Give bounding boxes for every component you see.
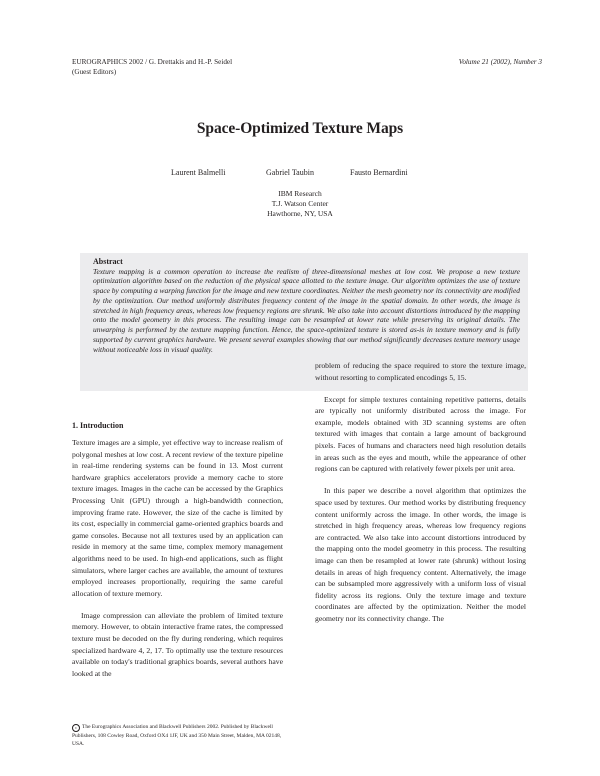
running-header [72, 58, 232, 77]
right-column [315, 360, 526, 635]
left-column [72, 437, 283, 690]
affiliation-org: IBM Research [278, 189, 322, 198]
paragraph: In this paper we describe a novel algorithm that optimizes the space used by textures. Our method works by distributing frequency content uniformly across the image. In other words, the image is stretched in high frequency areas, whereas low frequency regions are contracted. We also take into account distortions introduced by the mapping onto the model geometry in this process. The resulting image can then be resampled at lower rate (shrunk) without losing details in areas of high frequency content. Alternatively, the image can be subsampled more aggressively with a uniform loss of visual fidelity across its regions. Only the texture image and texture coordinates are affected by the optimization. Neither the model geometry nor its connectivity change. The [315, 486, 526, 623]
copyright-footnote [72, 723, 287, 749]
volume-info: Volume 21 (2002), Number 3 [458, 58, 542, 66]
paragraph: Except for simple textures containing repetitive patterns, details are typically not uniformly distributed across the image. For example, models obtained with 3D scanning systems are often textured with images that contain a large amount of background pixels. Faces of humans and characters need high resolution details in areas such as the eyes and mouth, while the appearance of other regions can be captured with relatively fewer pixels per unit area. [315, 394, 526, 474]
affiliation-center: T.J. Watson Center [271, 198, 329, 208]
paragraph: Texture images are a simple, yet effective way to increase realism of polygonal meshes at low cost. A recent review of the texture pipeline in real-time rendering systems can be found in 13. Most current hardware graphics accelerators provide a memory cache to store texture images. Images in the cache can be accessed by the Graphics Processing Unit (GPU) through a high-bandwidth connection, improving frame rate. However, the size of the cache is limited by its cost, especially in commercial game-oriented graphics boards and game consoles. Because not all textures used by an application can reside in memory at the same time, complex memory management algorithms need to be used. In high-end applications, such as flight simulators, where larger caches are available, the amount of textures employed increases proportionally, requiring the same careful allocation of texture memory. [72, 438, 283, 598]
author-bernardini: Fausto Bernardini [350, 168, 408, 177]
paragraph: Image compression can alleviate the problem of limited texture memory. However, to obtain interactive frame rates, the compressed texture must be decoded on the fly during rendering, which requires specialized hardware 4, 2, 17. To optimally use the texture resources available on today's traditional graphics boards, several authors have looked at the [72, 610, 283, 678]
paper-title: Space-Optimized Texture Maps [196, 120, 404, 137]
author-balmelli: Laurent Balmelli [171, 168, 226, 177]
affiliation [0, 189, 600, 218]
abstract-heading: Abstract [93, 257, 123, 266]
conference-line: EUROGRAPHICS 2002 / G. Drettakis and H.-P. Seidel [72, 58, 233, 66]
abstract-text: Texture mapping is a common operation to increase the realism of three-dimensional meshes at low cost. We propose a new texture optimization algorithm based on the reduction of the physical space allotted to the texture image. Our algorithm optimizes the use of texture space by computing a warping function for the image and new texture coordinates. Neither the mesh geometry nor its connectivity are modified by the optimization. Our method uniformly distributes frequency content of the image in the spatial domain. In other words, the image is stretched in high frequency areas, whereas low frequency regions are shrunk. We also take into account distortions introduced by the mapping onto the model geometry in this process. The resulting image can be resampled at lower rate while preserving its original details. The unwarping is performed by the texture mapping function. Hence, the space-optimized texture is stored as-is in texture memory and is fully supported by current graphics hardware. We present several examples showing that our method significantly decreases texture memory usage without noticeable loss in visual quality. [93, 266, 520, 354]
editors-line: (Guest Editors) [72, 67, 117, 76]
affiliation-location: Hawthorne, NY, USA [267, 208, 333, 218]
author-taubin: Gabriel Taubin [266, 168, 314, 177]
copyright-icon: c [72, 724, 80, 732]
section-heading: 1. Introduction [72, 421, 124, 430]
copyright-text: The Eurographics Association and Blackwell Publishers 2002. Published by Blackwell Publishers, 108 Cowley Road, Oxford OX4 1JF, UK and 350 Main Street, Malden, MA 02148, USA. [72, 724, 282, 748]
paragraph: problem of reducing the space required to store the texture image, without resorting to complicated encodings 5, 15. [315, 361, 526, 382]
